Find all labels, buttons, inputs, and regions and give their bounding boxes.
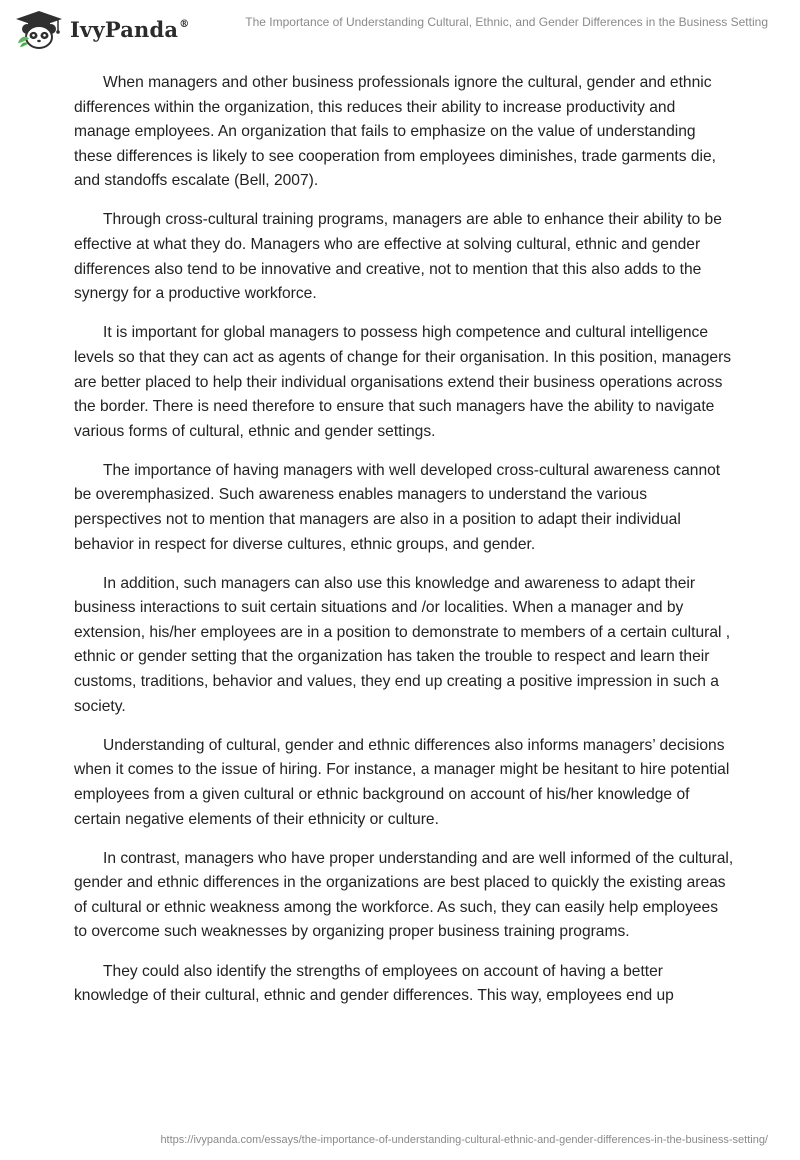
paragraph: It is important for global managers to possess high competence and cultural intelligence levels so that they can act as agents of change for their organisation. In this position, managers are better placed to help their individual organisations extend their business operations across the border. There is need therefore to ensure that such managers have the ability to navigate various forms of cultural, ethnic and gender settings. [74, 324, 732, 440]
essay-body [74, 71, 734, 1023]
logo-wordmark [70, 17, 189, 42]
page-header [0, 0, 800, 60]
paragraph: In addition, such managers can also use this knowledge and awareness to adapt their business interactions to suit certain situations and /or localities. When a manager and by extension, his/her employees are in a position to demonstrate to members of a certain cultural , ethnic or gender setting that the organization has taken the trouble to respect and learn their customs, traditions, behavior and values, they end up creating a positive impression in such a society. [74, 574, 731, 715]
paragraph: Through cross-cultural training programs, managers are able to enhance their ability to be effective at what they do. Managers who are effective at solving cultural, ethnic and gender differences also tend to be innovative and creative, not to mention that this also adds to the synergy for a productive workforce. [74, 211, 722, 303]
paragraph: They could also identify the strengths of employees on account of having a better knowledge of their cultural, ethnic and gender differences. This way, employees end up [74, 962, 674, 1005]
panda-graduate-icon [14, 9, 64, 49]
source-url[interactable]: https://ivypanda.com/essays/the-importance-of-understanding-cultural-ethnic-and-gender-differences-in-the-business-setting/ [160, 1134, 768, 1146]
paragraph: Understanding of cultural, gender and ethnic differences also informs managers’ decisions when it comes to the issue of hiring. For instance, a manager might be hesitant to hire potential employees from a given cultural or ethnic background on account of his/her knowledge of certain negative elements of their ethnicity or culture. [74, 736, 730, 828]
logo-text: IvyPanda [70, 16, 179, 42]
paragraph: In contrast, managers who have proper understanding and are well informed of the cultural, gender and ethnic differences in the organizations are best placed to quickly the existing areas of cultural or ethnic weakness among the workforce. As such, they can easily help employees to overcome such weaknesses by organizing proper business training programs. [74, 849, 734, 941]
document-title: The Importance of Understanding Cultural, Ethnic, and Gender Differences in the Business Setting [245, 15, 768, 29]
ivypanda-logo[interactable] [14, 9, 189, 49]
registered-mark: ® [179, 18, 190, 30]
paragraph: When managers and other business professionals ignore the cultural, gender and ethnic differences within the organization, this reduces their ability to increase productivity and manage employees. An organization that fails to emphasize on the value of understanding these differences is likely to see cooperation from employees diminishes, trade garments die, and standoffs escalate (Bell, 2007). [74, 74, 716, 190]
paragraph: The importance of having managers with well developed cross-cultural awareness cannot be overemphasized. Such awareness enables managers to understand the various perspectives not to mention that managers are also in a position to adapt their individual behavior in respect for diverse cultures, ethnic groups, and gender. [74, 461, 721, 553]
